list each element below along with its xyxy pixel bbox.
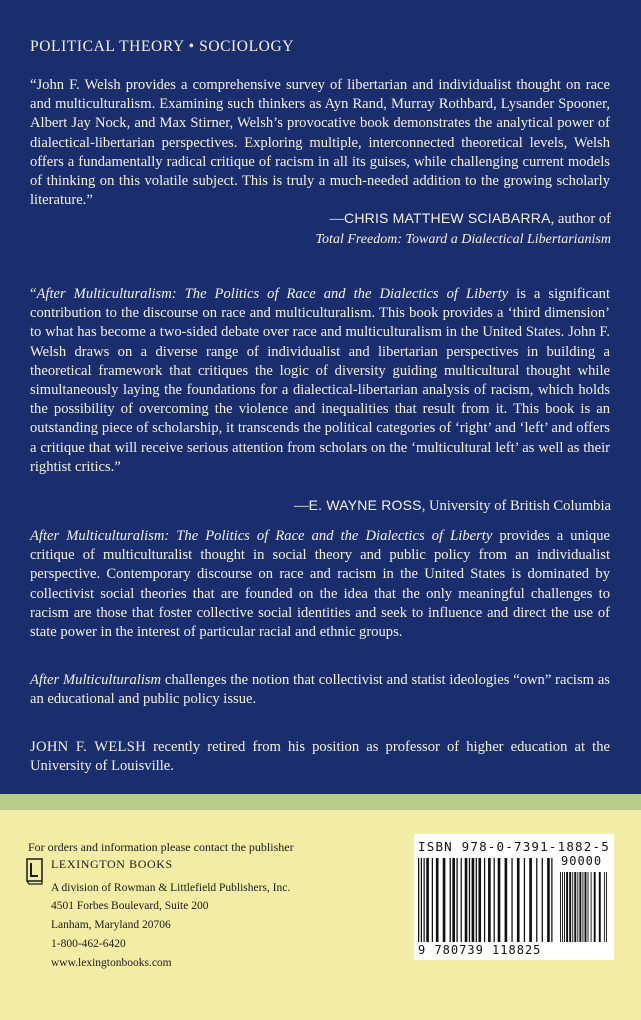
- description-paragraph-2: [30, 671, 610, 709]
- publisher-name: LEXINGTON BOOKS: [51, 857, 173, 871]
- description-paragraph-1: [30, 527, 610, 642]
- attribution-name: CHRIS MATTHEW SCIABARRA: [344, 210, 551, 226]
- author-bio-text: recently retired from his position as professor of higher education at the University of Louisville.: [30, 739, 610, 775]
- author-name: JOHN F. WELSH: [30, 739, 147, 755]
- isbn-label: ISBN 978-0-7391-1882-5: [418, 839, 610, 854]
- blurb-sciabarra-attribution: [329, 209, 611, 229]
- blurb-sciabarra-book: Total Freedom: Toward a Dialectical Libertarianism: [315, 232, 611, 247]
- blurb-ross-attribution: [294, 496, 611, 516]
- blurb-sciabarra-text: “John F. Welsh provides a comprehensive survey of libertarian and individualist thought on race and multiculturalism. Examining such thinkers as Ayn Rand, Murray Rothbard, Lysander Spooner, Albert Jay Nock, and Max Stirner, Welsh’s provocative book demonstrates the analytical power of dialectical-libertarian perspectives. Exploring multiple, interconnected theoretical levels, Welsh offers a fundamentally radical critique of racism in all its guises, while challenging current models of thinking on this volatile subject. This is truly a much-needed addition to the growing scholarly literature.”: [30, 77, 610, 209]
- blurb-ross-book-title: After Multiculturalism: The Politics of Race and the Dialectics of Liberty: [36, 286, 509, 302]
- publisher-address-2: Lanham, Maryland 20706: [51, 919, 171, 931]
- divider-stripe: [0, 794, 641, 810]
- publisher-division: A division of Rowman & Littlefield Publishers, Inc.: [51, 882, 291, 894]
- lexington-books-logo-icon: [26, 856, 44, 886]
- description-text-1: provides a unique critique of multiculturalist thought in social theory and public policy from an individualist perspective. Contemporary discourse on race and racism in the United States is dominated by collectivist social theories that are founded on the idea that the only meaningful challenges to racism are those that foster collective social identities and seek to influence and direct the use of state power in the interest of particular racial and ethnic groups.: [30, 528, 611, 641]
- blurb-ross-text: is a significant contribution to the discourse on race and multiculturalism. This book provides a ‘third dimension’ to what has become a two-sided debate over race and multiculturalism in the United States. John F. Welsh draws on a diverse range of individualist and libertarian perspectives in building a theoretical framework that critiques the logic of diversity guiding multicultural thought while simultaneously laying the foundations for a dialectical-libertarian analysis of racism, which holds the possibility of overcoming the violence and inequalities that result from it. This book is an outstanding piece of scholarship, it transcends the political categories of ‘right’ and ‘left’ and offers a critique that will receive serious attention from scholars on the ‘multicultural left’ as well as their rightist critics.”: [30, 286, 610, 475]
- blurb-ross: [30, 285, 610, 477]
- price-barcode-icon: [560, 872, 608, 942]
- attribution-suffix: , University of British Columbia: [421, 498, 611, 514]
- attribution-suffix: , author of: [550, 211, 611, 227]
- publisher-website: www.lexingtonbooks.com: [51, 957, 172, 969]
- attribution-dash: —: [329, 211, 345, 227]
- attribution-name: E. WAYNE ROSS: [308, 497, 422, 513]
- price-code: 90000: [561, 854, 603, 868]
- description-book-title-short: After Multiculturalism: [30, 672, 162, 688]
- ean-digits: 9 780739 118825: [418, 943, 542, 957]
- description-text-2: challenges the notion that collectivist and statist ideologies “own” racism as an educational and public policy issue.: [30, 672, 610, 708]
- blurb-ross-open-quote: “: [30, 286, 37, 302]
- description-book-title: After Multiculturalism: The Politics of Race and the Dialectics of Liberty: [30, 528, 493, 544]
- publisher-phone: 1-800-462-6420: [51, 938, 126, 950]
- publisher-address-1: 4501 Forbes Boulevard, Suite 200: [51, 900, 209, 912]
- blurb-sciabarra: [30, 76, 610, 210]
- category-heading: POLITICAL THEORY • SOCIOLOGY: [30, 38, 295, 55]
- attribution-dash: —: [294, 498, 309, 514]
- author-bio: [30, 738, 610, 776]
- barcode-icon: [418, 858, 554, 942]
- orders-line: For orders and information please contact the publisher: [28, 840, 294, 854]
